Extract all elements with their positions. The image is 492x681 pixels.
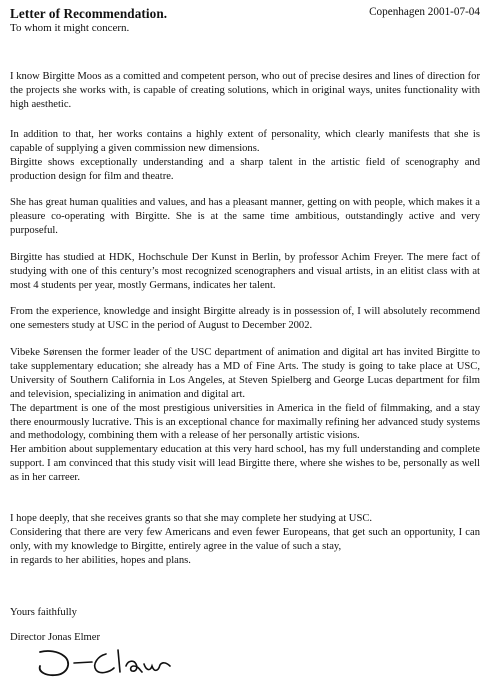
paragraph-studies xyxy=(10,251,480,293)
closing: Yours faithfully xyxy=(10,607,77,618)
handwritten-signature xyxy=(34,644,184,680)
paragraph-text: In addition to that, her works contains a highly extent of personality, which clearly manifests that she is capable of supplying a given commission new dimensions. xyxy=(10,129,480,154)
paragraph-recommendation xyxy=(10,305,480,333)
signatory: Director Jonas Elmer xyxy=(10,632,101,643)
paragraph-text: Vibeke Sørensen the former leader of the USC department of animation and digital art has invited Birgitte to take supplementary education; she already has a MD of Fine Arts. The study is going to take place at USC, University of Southern California in Los Angeles, at Steven Spielberg and George Lucas department for film and television, specializing in animation and digital art. xyxy=(10,347,480,400)
paragraph-qualities xyxy=(10,196,480,238)
paragraph-text: Considering that there are very few Americans and even fewer Europeans, that get such an opportunity, I can only, with my knowledge to Birgitte, entirely agree in the value of such a stay, xyxy=(10,526,480,552)
paragraph-text: The department is one of the most prestigious universities in America in the field of filmmaking, and a stay there enourmously lucrative. This is an exceptional chance for maximally refining her advanced study systems and methodology, combining them with a release of her personally artistic visions. xyxy=(10,402,480,442)
place-date: Copenhagen 2001-07-04 xyxy=(369,6,480,18)
paragraph-text: I know Birgitte Moos as a comitted and competent person, who out of precise desires and lines of direction for the projects she works with, is capable of creating solutions, which in original ways, unites functionality with high aesthetic. xyxy=(10,71,480,110)
paragraph-text: Her ambition about supplementary education at this very hard school, has my full understanding and complete support. I am convinced that this study visit will lead Birgitte there, where she wishes to be, personally as well as in her carreer. xyxy=(10,444,480,484)
paragraph-text: Birgitte shows exceptionally understanding and a sharp talent in the artistic field of scenography and production design for film and theatre. xyxy=(10,156,480,182)
paragraph-text: in regards to her abilities, hopes and plans. xyxy=(10,554,191,566)
paragraph-grants xyxy=(10,512,480,568)
salutation: To whom it might concern. xyxy=(10,22,130,34)
paragraph-intro xyxy=(10,70,480,112)
letter-title: Letter of Recommendation. xyxy=(10,6,168,21)
paragraph-text: Birgitte has studied at HDK, Hochschule Der Kunst in Berlin, by professor Achim Freyer. The mere fact of studying with one of this century’s most recognized scenographers and visual artists, in an elitist class with at most 4 students per year, mostly Germans, indicates her talent. xyxy=(10,252,480,291)
paragraph-text: I hope deeply, that she receives grants so that she may complete her studying at USC. xyxy=(10,513,373,524)
paragraph-text: From the experience, knowledge and insight Birgitte already is in possession of, I will absolutely recommend one semesters study at USC in the period of August to December 2002. xyxy=(10,306,480,331)
paragraph-personality xyxy=(10,128,480,184)
paragraph-usc xyxy=(10,346,480,485)
paragraph-text: She has great human qualities and values, and has a pleasant manner, getting on with people, which makes it a pleasure co-operating with Birgitte. She is at the same time ambitious, outstandingly active and very purposeful. xyxy=(10,197,480,236)
